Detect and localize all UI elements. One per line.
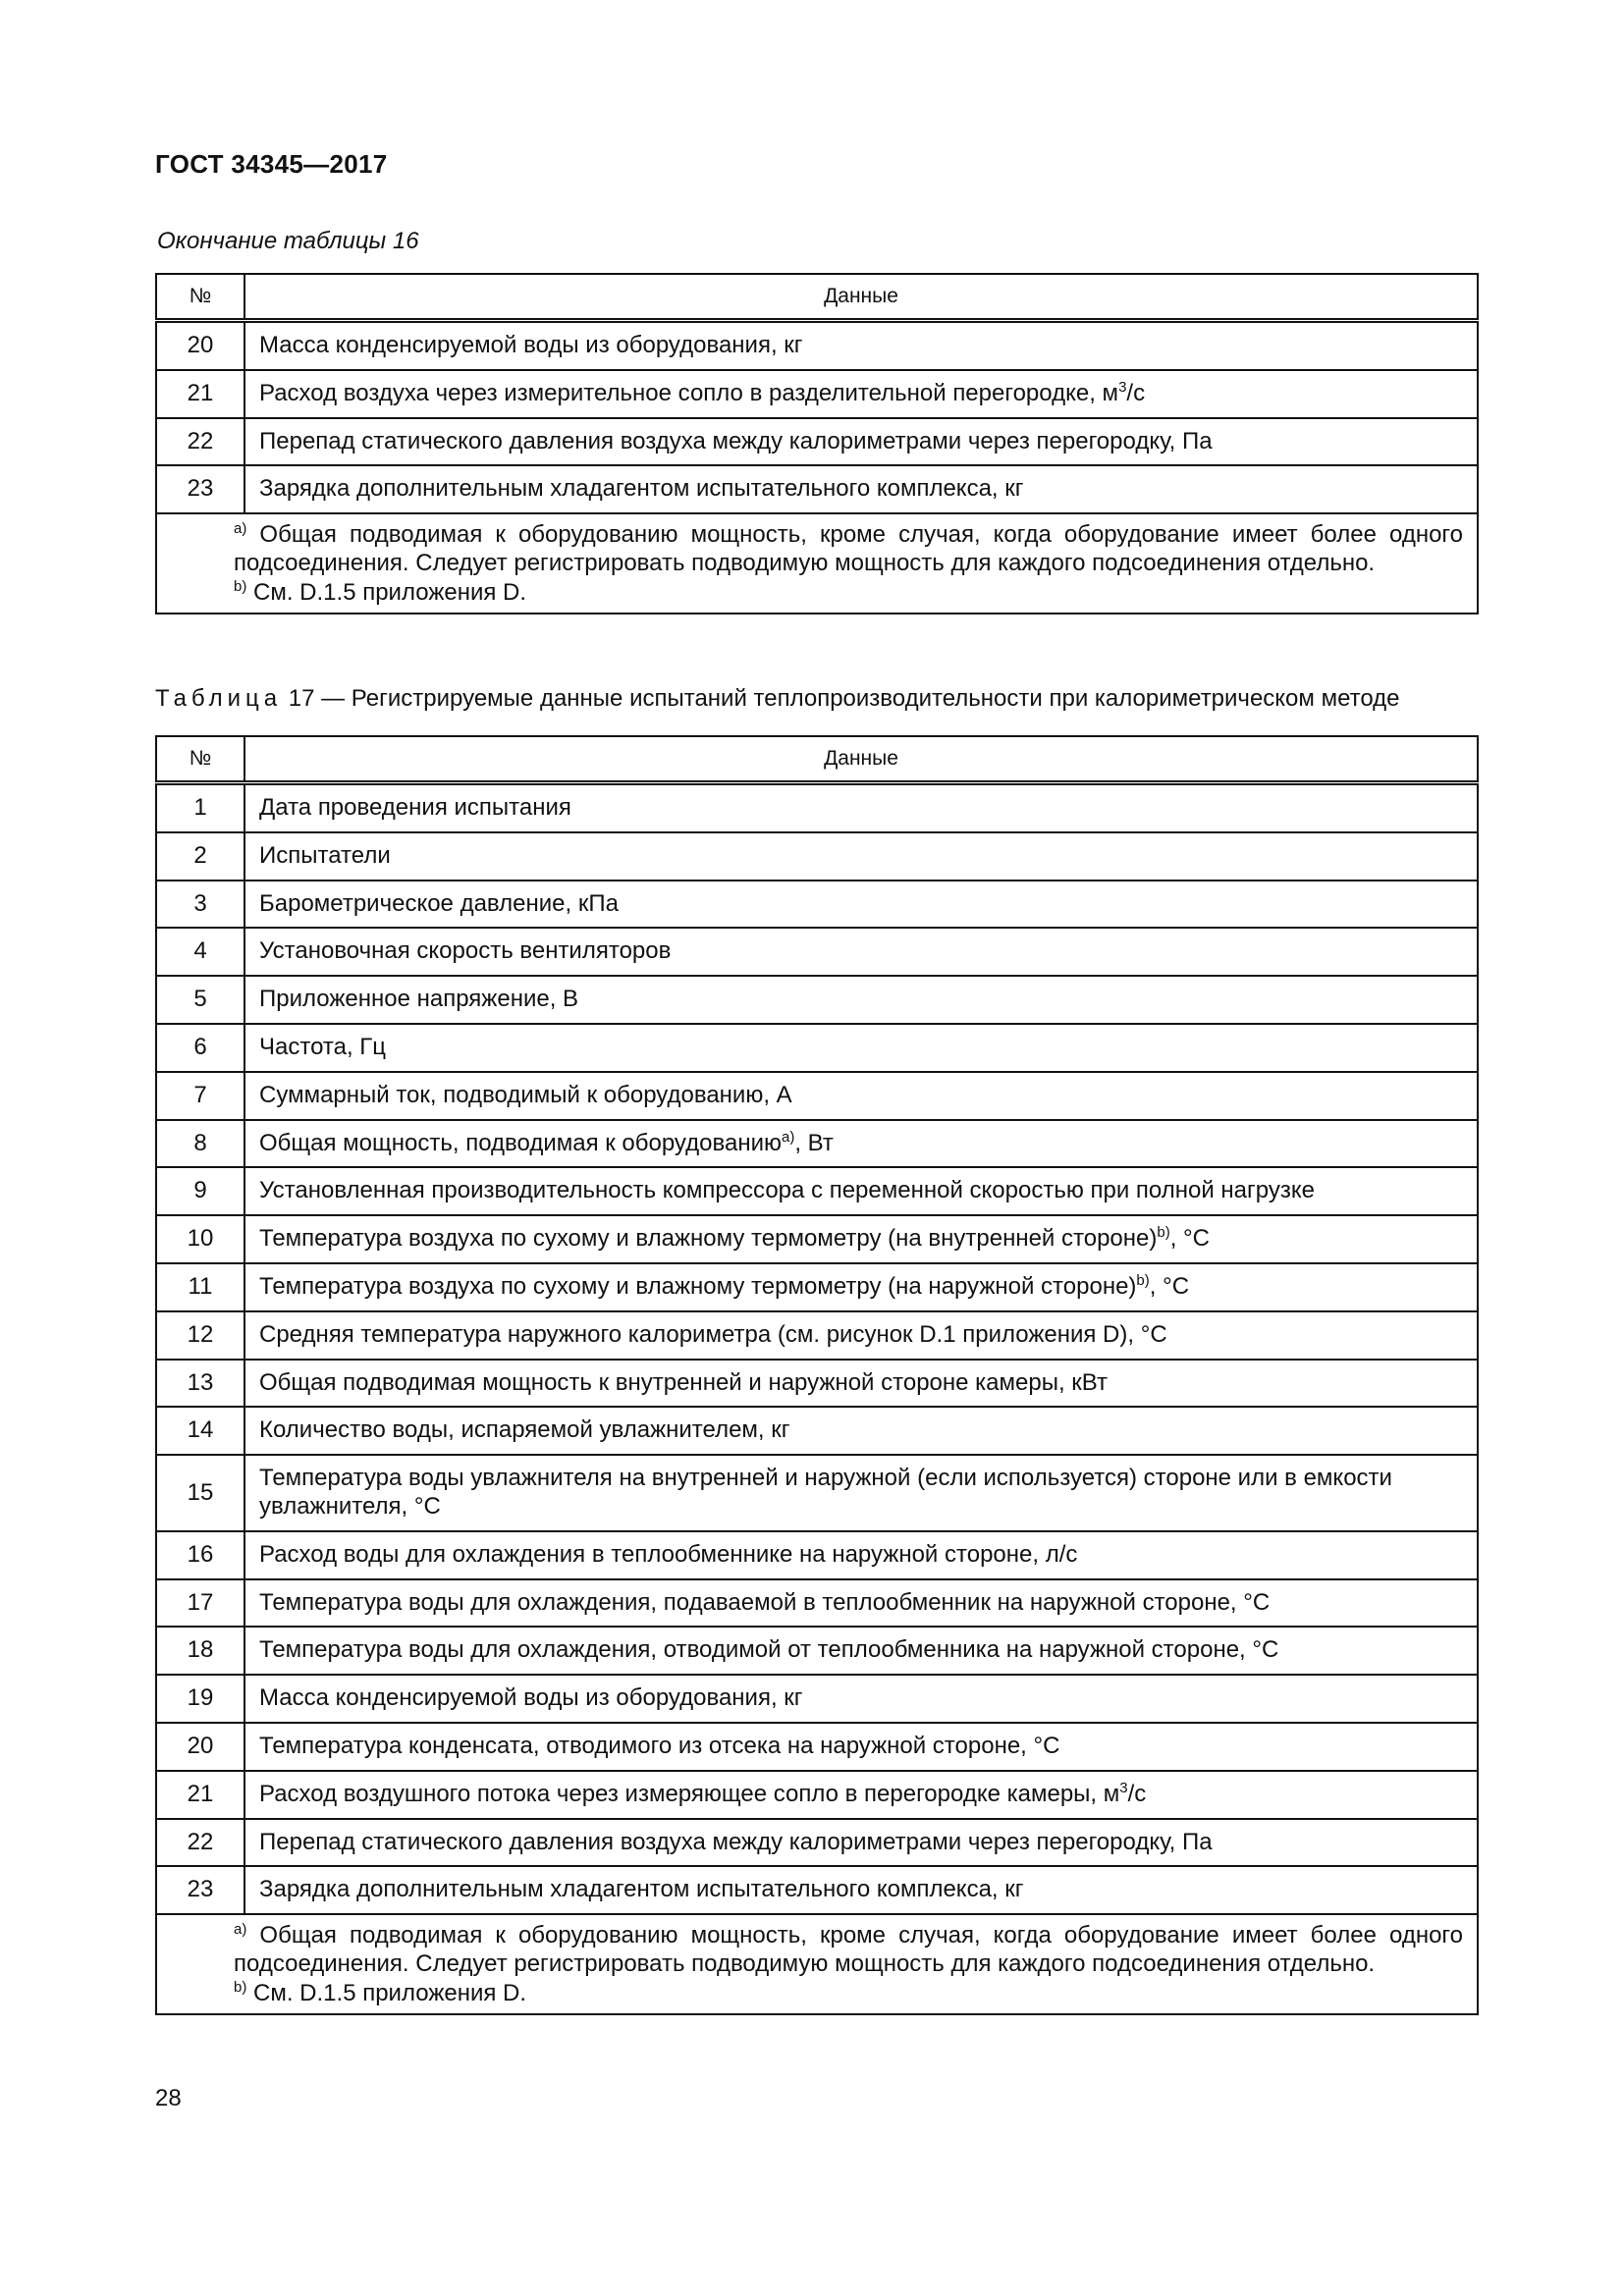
row-text: Общая подводимая мощность к внутренней и наружной стороне камеры, кВт [259,1368,1109,1396]
footnote-b-mark: b) [234,577,247,595]
row-text: Расход воздушного потока через измеряющее сопло в перегородке камеры, м [259,1780,1120,1807]
table-row [156,1360,1478,1408]
row-data [244,1360,1478,1408]
table16-col-num: № [156,274,244,321]
row-text: Установленная производительность компрессора с переменной скоростью при полной нагрузке [259,1177,1315,1204]
table-row [156,465,1478,513]
row-text: Перепад статического давления воздуха между калориметрами через перегородку, Па [259,427,1213,454]
table16-col-data: Данные [244,274,1478,321]
row-number: 22 [156,1819,244,1867]
footnote-b-text: См. D.1.5 приложения D. [253,1979,527,2006]
table16-footnotes-row [156,513,1478,614]
row-data [244,928,1478,976]
table-row [156,1407,1478,1455]
footnote-a-text: Общая подводимая к оборудованию мощность, кроме случая, когда оборудование имеет более одного подсоединения. Следует регистрировать подводимую мощность для каждого подсоединения отдельно. [234,1922,1464,1978]
row-data [244,1866,1478,1914]
row-text: Масса конденсируемой воды из оборудования, кг [259,332,803,358]
row-data [244,1819,1478,1867]
row-data [244,1627,1478,1675]
row-data [244,1024,1478,1072]
row-number: 11 [156,1263,244,1311]
row-superscript: 3 [1118,378,1127,396]
row-data [244,1072,1478,1120]
row-text-tail: /с [1127,1780,1147,1807]
table17-footnotes-row [156,1914,1478,2014]
row-text: Зарядка дополнительным хладагентом испытательного комплекса, кг [259,1876,1024,1903]
row-number: 23 [156,1866,244,1914]
table17-body [156,783,1478,1915]
footnote-b-text: См. D.1.5 приложения D. [253,578,527,606]
table-row [156,1723,1478,1771]
table-row [156,1455,1478,1531]
table-row [156,1024,1478,1072]
row-data [244,832,1478,881]
row-text: Температура воды увлажнителя на внутренней и наружной (если используется) стороне или в емкости увлажнителя, °C [259,1465,1392,1520]
row-data [244,370,1478,418]
row-text: Перепад статического давления воздуха между калориметрами через перегородку, Па [259,1828,1213,1855]
row-number: 10 [156,1215,244,1263]
table-row [156,370,1478,418]
table-row [156,321,1478,370]
row-number: 9 [156,1167,244,1215]
row-data [244,1167,1478,1215]
table-row [156,1579,1478,1628]
document-header: ГОСТ 34345—2017 [155,149,388,179]
row-text: Температура воздуха по сухому и влажному термометру (на наружной стороне) [259,1272,1137,1300]
row-number: 20 [156,321,244,370]
table17-footnote-a [171,1921,1463,1979]
table-row [156,1215,1478,1263]
row-data [244,976,1478,1024]
row-number: 20 [156,1723,244,1771]
row-data [244,465,1478,513]
row-text-tail: , Вт [794,1129,834,1156]
footnote-a-mark: a) [234,1921,247,1939]
row-text: Расход воздуха через измерительное сопло в разделительной перегородке, м [259,379,1119,406]
table-row [156,1771,1478,1819]
table17-footnote-b [171,1979,1463,2007]
table-row [156,1627,1478,1675]
table-row [156,1120,1478,1168]
table16-footnote-b [171,578,1463,607]
row-data [244,1771,1478,1819]
row-data [244,1215,1478,1263]
row-data [244,1579,1478,1628]
row-text: Суммарный ток, подводимый к оборудованию, А [259,1081,792,1108]
row-text: Температура конденсата, отводимого из отсека на наружной стороне, °C [259,1732,1060,1759]
row-text: Общая мощность, подводимая к оборудованию [259,1129,782,1156]
table-row [156,783,1478,832]
table-row [156,1819,1478,1867]
table-16 [155,273,1479,614]
row-text: Приложенное напряжение, В [259,986,579,1013]
row-number: 6 [156,1024,244,1072]
row-superscript: b) [1136,1271,1150,1289]
table-row [156,1531,1478,1579]
row-number: 18 [156,1627,244,1675]
table-row [156,881,1478,929]
row-text-tail: , °C [1169,1225,1210,1253]
table-row [156,418,1478,466]
row-number: 16 [156,1531,244,1579]
table17-col-num: № [156,736,244,783]
row-number: 21 [156,370,244,418]
table17-col-data: Данные [244,736,1478,783]
row-text: Количество воды, испаряемой увлажнителем, кг [259,1416,790,1444]
table-row [156,928,1478,976]
table16-body [156,321,1478,514]
table-17 [155,735,1479,2015]
row-number: 8 [156,1120,244,1168]
table-row [156,832,1478,881]
row-text: Масса конденсируемой воды из оборудования, кг [259,1684,803,1712]
row-data [244,418,1478,466]
row-number: 17 [156,1579,244,1628]
table17-header-row [156,736,1478,783]
table16-footnotes [156,513,1478,614]
row-text: Барометрическое давление, кПа [259,889,619,917]
row-number: 15 [156,1455,244,1531]
row-number: 21 [156,1771,244,1819]
table17-footnotes [156,1914,1478,2014]
table17-caption [155,685,1479,713]
row-number: 22 [156,418,244,466]
row-data [244,1723,1478,1771]
table-row [156,1263,1478,1311]
row-text: Испытатели [259,841,391,869]
row-data [244,1455,1478,1531]
footnote-b-mark: b) [234,1978,247,1996]
row-number: 13 [156,1360,244,1408]
table-row [156,1072,1478,1120]
row-text: Расход воды для охлаждения в теплообменнике на наружной стороне, л/с [259,1540,1078,1568]
row-data [244,1311,1478,1360]
row-number: 12 [156,1311,244,1360]
table-row [156,1311,1478,1360]
table-row [156,1167,1478,1215]
row-data [244,1263,1478,1311]
page-number: 28 [155,2085,182,2111]
row-number: 14 [156,1407,244,1455]
row-text: Температура воды для охлаждения, отводимой от теплообменника на наружной стороне, °C [259,1636,1279,1664]
table-row [156,1866,1478,1914]
row-data [244,1120,1478,1168]
row-text: Установочная скорость вентиляторов [259,937,672,965]
table17-caption-word: Таблица [155,685,283,712]
row-superscript: 3 [1119,1779,1128,1796]
row-data [244,1675,1478,1723]
table-row [156,976,1478,1024]
row-number: 7 [156,1072,244,1120]
row-data [244,1407,1478,1455]
row-superscript: b) [1157,1224,1170,1242]
row-number: 1 [156,783,244,832]
row-superscript: a) [781,1128,795,1146]
row-data [244,881,1478,929]
row-text: Средняя температура наружного калориметра (см. рисунок D.1 приложения D), °C [259,1320,1167,1348]
table-row [156,1675,1478,1723]
row-number: 2 [156,832,244,881]
row-text-tail: /с [1126,379,1146,406]
row-text: Дата проведения испытания [259,794,571,821]
footnote-a-mark: a) [234,520,247,538]
row-text-tail: , °C [1149,1272,1190,1300]
table16-header-row [156,274,1478,321]
table16-footnote-a [171,520,1463,578]
row-text: Частота, Гц [259,1033,387,1060]
row-number: 4 [156,928,244,976]
row-number: 5 [156,976,244,1024]
row-text: Температура воды для охлаждения, подаваемой в теплообменник на наружной стороне, °C [259,1588,1271,1616]
row-text: Температура воздуха по сухому и влажному термометру (на внутренней стороне) [259,1225,1158,1253]
footnote-a-text: Общая подводимая к оборудованию мощность, кроме случая, когда оборудование имеет более одного подсоединения. Следует регистрировать подводимую мощность для каждого подсоединения отдельно. [234,521,1464,577]
row-text: Зарядка дополнительным хладагентом испытательного комплекса, кг [259,475,1024,503]
table17-caption-rest: 17 — Регистрируемые данные испытаний теплопроизводительности при калориметрическом методе [282,685,1400,712]
row-data [244,783,1478,832]
row-number: 23 [156,465,244,513]
row-data [244,1531,1478,1579]
row-number: 3 [156,881,244,929]
row-number: 19 [156,1675,244,1723]
table16-continuation-label: Окончание таблицы 16 [157,228,419,254]
row-data [244,321,1478,370]
